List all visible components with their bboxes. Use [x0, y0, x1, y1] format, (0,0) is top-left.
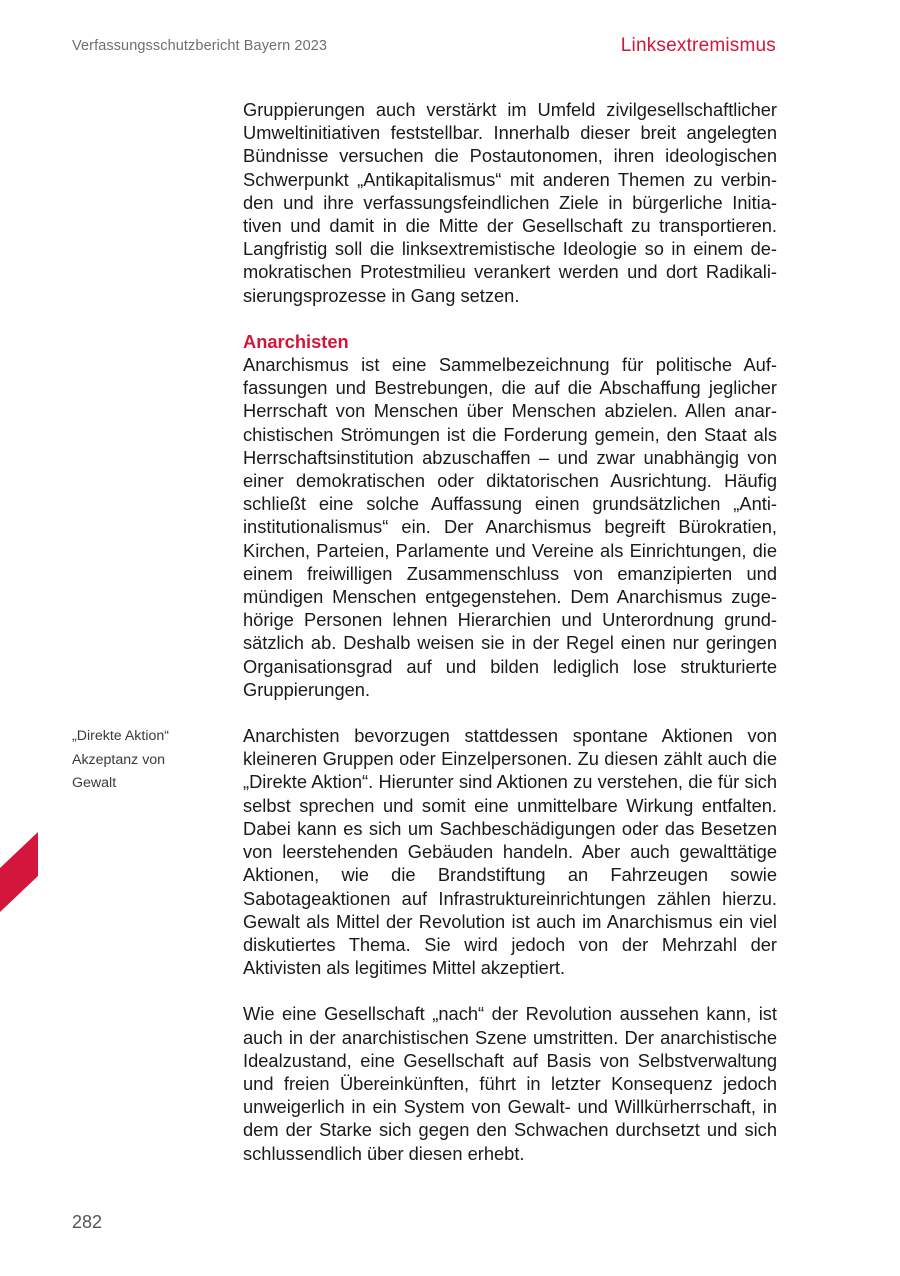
intro-paragraph: Gruppierungen auch verstärkt im Umfeld zivilgesellschaftlicher Umweltinitiativen feststellbar. Innerhalb dieser breit angelegten Bündnisse versuchen die Postautonomen, ihren ideologischen Schwerpunkt „Antikapitalismus“ mit anderen Themen zu verbinden und ihre verfassungsfeindlichen Ziele in bürgerliche Initiativen und damit in die Mitte der Gesellschaft zu transportieren. Langfristig soll die linksextremistische Ideologie so in einem demokratischen Protestmilieu verankert werden und dort Radikalisierungsprozesse in Gang setzen.	[243, 99, 777, 306]
section-paragraph: Anarchismus ist eine Sammelbezeichnung für politische Auffassungen und Bestrebungen, die auf die Abschaffung jeglicher Herrschaft von Menschen über Menschen abzielen. Allen anarchistischen Strömungen ist die Forderung gemein, den Staat als Herrschaftsinstitution abzuschaffen – und zwar unabhängig von einer demokratischen oder diktatorischen Ausrichtung. Häufig schließt eine solche Auffassung einen grundsätzlichen „Antiinstitutionalismus“ ein. Der Anarchismus begreift Bürokratien, Kirchen, Parteien, Parlamente und Vereine als Einrichtungen, die einem freiwilligen Zusammenschluss von emanzipierten und mündigen Menschen entgegenstehen. Dem Anarchismus zugehörige Personen lehnen Hierarchien und Unterordnung grundsätzlich ab. Deshalb weisen sie in der Regel einen nur geringen Organisationsgrad auf und bilden lediglich lose strukturierte Gruppierungen.	[243, 354, 777, 700]
section-paragraph: Wie eine Gesellschaft „nach“ der Revolution aussehen kann, ist auch in der anarchistischen Szene umstritten. Der anarchistische Idealzustand, eine Gesellschaft auf Basis von Selbstverwaltung und freien Übereinkünften, führt in letzter Konsequenz jedoch unweigerlich in ein System von Gewalt- und Willkürherrschaft, in dem der Starke sich gegen den Schwachen durchsetzt und sich schlussendlich über diesen erhebt.	[243, 1003, 777, 1164]
margin-note-line: Gewalt	[72, 775, 117, 791]
margin-note-line: „Direkte Aktion“	[72, 728, 169, 744]
paragraph-spacer	[243, 979, 777, 1002]
chapter-title: Linksextremismus	[620, 35, 776, 56]
section-paragraph: Anarchisten bevorzugen stattdessen spontane Aktionen von kleineren Gruppen oder Einzelpersonen. Zu diesen zählt auch die „Direkte Aktion“. Hierunter sind Aktionen zu verstehen, die für sich selbst sprechen und somit eine unmittelbare Wirkung entfalten. Dabei kann es sich um Sachbeschädigungen oder das Besetzen von leerstehenden Gebäuden handeln. Aber auch gewalttätige Aktionen, wie die Brandstiftung an Fahrzeugen sowie Sabotageaktionen auf Infrastruktureinrichtungen zählen hierzu. Gewalt als Mittel der Revolution ist auch im Anarchismus ein viel diskutiertes Thema. Sie wird jedoch von der Mehrzahl der Aktivisten als legitimes Mittel akzeptiert.	[243, 725, 777, 979]
chapter-tab-shape	[0, 832, 38, 912]
page-number: 282	[72, 1212, 103, 1232]
main-text-column	[243, 98, 777, 1165]
publication-title: Verfassungsschutzbericht Bayern 2023	[72, 38, 328, 54]
chapter-tab-marker	[0, 832, 38, 912]
margin-note-line: Akzeptanz von	[72, 751, 166, 768]
paragraph-spacer	[243, 307, 777, 330]
paragraph-spacer	[243, 701, 777, 724]
section-heading: Anarchisten	[243, 330, 349, 352]
margin-note	[72, 725, 212, 796]
